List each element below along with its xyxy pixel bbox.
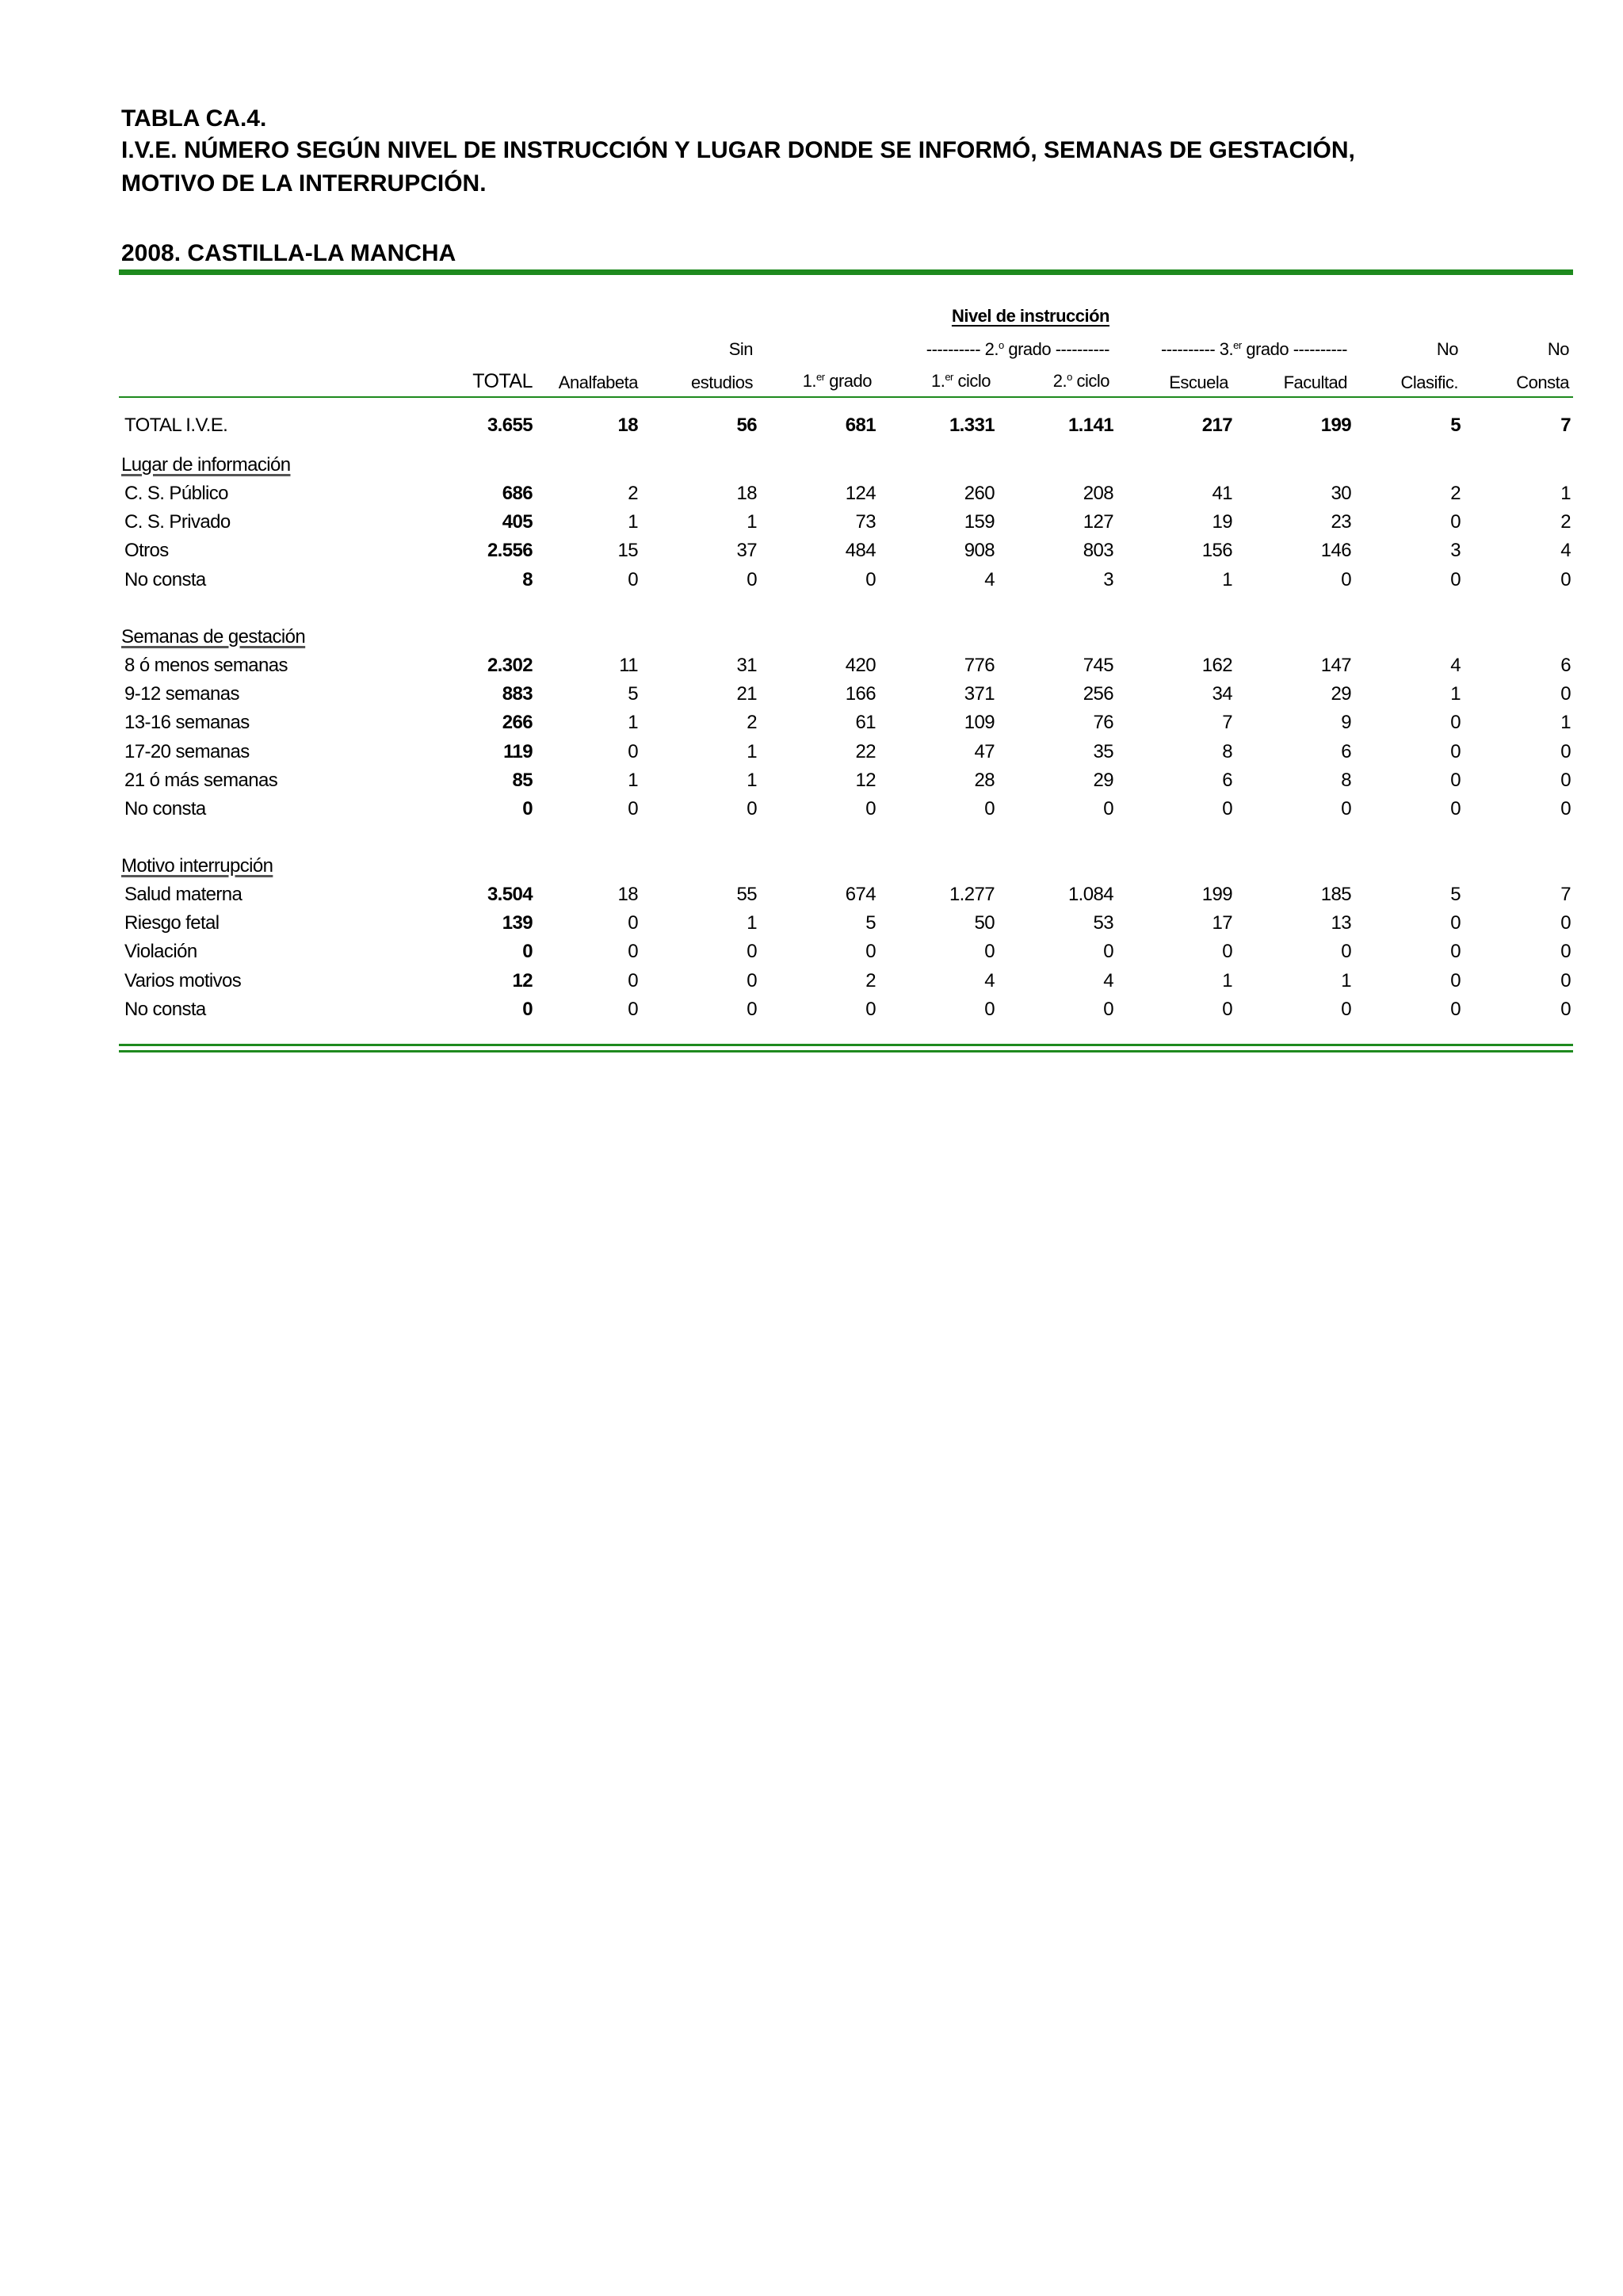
table-cell: 3.504 (487, 884, 533, 905)
table-cell: 0 (628, 741, 638, 762)
table-cell: 908 (964, 540, 995, 561)
table-title: I.V.E. NÚMERO SEGÚN NIVEL DE INSTRUCCIÓN Y LUGAR DONDE SE INFORMÓ, SEMANAS DE GESTACIÓN, (121, 137, 1355, 163)
table-cell: 5 (628, 683, 638, 705)
table-cell: 5 (1450, 884, 1461, 905)
table-cell: 0 (1560, 970, 1571, 991)
section-heading: Motivo interrupción (121, 855, 273, 877)
table-cell: 11 (619, 655, 638, 676)
table-cell: 3 (1103, 569, 1113, 590)
table-cell: 1 (747, 741, 757, 762)
table-cell: 159 (964, 511, 995, 533)
table-cell: 0 (628, 912, 638, 934)
header-escuela: Escuela (1169, 372, 1228, 392)
table-cell: 1 (628, 712, 638, 733)
row-label: Salud materna (124, 884, 242, 905)
table-cell: 139 (502, 912, 533, 934)
table-cell: 3 (1450, 540, 1461, 561)
table-cell: 1 (747, 770, 757, 791)
row-label: No consta (124, 569, 206, 590)
row-label: No consta (124, 999, 206, 1020)
table-cell: 4 (1103, 970, 1113, 991)
table-cell: 1 (628, 511, 638, 533)
table-cell: 18 (736, 483, 757, 504)
header-first-grade: 1.$^{er}$ grado (802, 371, 872, 391)
table-cell: 109 (964, 712, 995, 733)
row-label: TOTAL I.V.E. (124, 415, 228, 436)
table-cell: 0 (1560, 999, 1571, 1020)
table-cell: 0 (1222, 999, 1232, 1020)
column-group-header: Nivel de instrucción (951, 306, 1109, 326)
table-cell: 2 (747, 712, 757, 733)
header-analfabeta: Analfabeta (558, 372, 638, 392)
table-cell: 55 (736, 884, 757, 905)
table-cell: 256 (1083, 683, 1113, 705)
section-heading: Semanas de gestación (121, 626, 306, 648)
table-cell: 371 (964, 683, 995, 705)
row-label: 8 ó menos semanas (124, 655, 288, 676)
table-cell: 47 (974, 741, 995, 762)
table-cell: 0 (1560, 683, 1571, 705)
footer-rule-bottom (119, 1050, 1573, 1052)
table-cell: 0 (747, 569, 757, 590)
table-cell: 156 (1201, 540, 1232, 561)
table-cell: 50 (974, 912, 995, 934)
table-cell: 37 (736, 540, 757, 561)
table-cell: 0 (1560, 912, 1571, 934)
table-cell: 8 (522, 569, 533, 590)
table-cell: 484 (845, 540, 876, 561)
table-cell: 6 (1560, 655, 1571, 676)
table-cell: 405 (502, 511, 533, 533)
table-cell: 0 (865, 941, 876, 962)
region-heading: 2008. CASTILLA-LA MANCHA (121, 240, 456, 266)
table-cell: 12 (512, 970, 533, 991)
table-cell: 185 (1320, 884, 1351, 905)
table-cell: 7 (1560, 884, 1571, 905)
table-cell: 162 (1201, 655, 1232, 676)
table-title-number: TABLA CA.4. (121, 105, 267, 132)
table-cell: 0 (628, 798, 638, 819)
section-heading: Lugar de información (121, 454, 291, 476)
header-total: TOTAL (472, 370, 533, 392)
table-cell: 53 (1093, 912, 1113, 934)
table-cell: 681 (845, 415, 876, 436)
table-cell: 85 (512, 770, 533, 791)
table-cell: 4 (1450, 655, 1461, 676)
table-cell: 776 (964, 655, 995, 676)
table-cell: 5 (865, 912, 876, 934)
table-cell: 0 (865, 999, 876, 1020)
row-label: Riesgo fetal (124, 912, 220, 934)
table-cell: 6 (1341, 741, 1351, 762)
table-cell: 266 (502, 712, 533, 733)
table-cell: 260 (964, 483, 995, 504)
table-cell: 0 (1450, 999, 1461, 1020)
table-cell: 166 (845, 683, 876, 705)
row-label: No consta (124, 798, 206, 819)
table-cell: 0 (984, 999, 995, 1020)
table-cell: 7 (1560, 415, 1571, 436)
table-cell: 1.331 (949, 415, 995, 436)
table-cell: 0 (1450, 798, 1461, 819)
table-cell: 30 (1331, 483, 1351, 504)
table-cell: 199 (1320, 415, 1351, 436)
table-cell: 0 (1222, 941, 1232, 962)
table-cell: 0 (747, 941, 757, 962)
table-cell: 12 (855, 770, 876, 791)
table-cell: 0 (984, 798, 995, 819)
table-cell: 1.141 (1067, 415, 1113, 436)
table-cell: 61 (855, 712, 876, 733)
table-cell: 208 (1083, 483, 1113, 504)
table-cell: 0 (628, 999, 638, 1020)
table-cell: 0 (1450, 569, 1461, 590)
table-cell: 15 (617, 540, 638, 561)
table-cell: 28 (974, 770, 995, 791)
row-label: 13-16 semanas (124, 712, 250, 733)
table-cell: 1 (747, 912, 757, 934)
header-consta: Consta (1516, 372, 1569, 392)
table-cell: 4 (984, 970, 995, 991)
table-cell: 0 (1560, 941, 1571, 962)
table-cell: 1 (747, 511, 757, 533)
table-cell: 4 (984, 569, 995, 590)
table-cell: 1.277 (949, 884, 995, 905)
row-label: 17-20 semanas (124, 741, 250, 762)
table-cell: 0 (1103, 999, 1113, 1020)
header-ciclo-1: 1.$^{er}$ ciclo (930, 371, 991, 391)
table-cell: 73 (855, 511, 876, 533)
header-facultad: Facultad (1283, 372, 1347, 392)
table-cell: 0 (1222, 798, 1232, 819)
table-cell: 0 (1560, 770, 1571, 791)
table-cell: 146 (1320, 540, 1351, 561)
table-cell: 674 (845, 884, 876, 905)
table-cell: 2.302 (487, 655, 533, 676)
row-label: Violación (124, 941, 197, 962)
table-cell: 22 (855, 741, 876, 762)
table-cell: 0 (1341, 999, 1351, 1020)
table-cell: 0 (747, 970, 757, 991)
table-cell: 420 (845, 655, 876, 676)
table-cell: 1 (1450, 683, 1461, 705)
header-ciclo-2: 2.$^o$ ciclo (1052, 371, 1109, 391)
table-cell: 41 (1212, 483, 1232, 504)
row-label: 9-12 semanas (124, 683, 239, 705)
table-cell: 17 (1212, 912, 1232, 934)
table-title-continuation: MOTIVO DE LA INTERRUPCIÓN. (121, 170, 487, 197)
table-cell: 1 (1222, 569, 1232, 590)
table-cell: 0 (1560, 569, 1571, 590)
table-cell: 1 (1222, 970, 1232, 991)
table-cell: 745 (1083, 655, 1113, 676)
table-cell: 3.655 (487, 415, 533, 436)
table-cell: 2 (628, 483, 638, 504)
header-third-grade: ---------- 3.$^{er}$ grado ---------- (1160, 339, 1347, 359)
header-no-consta-top: No (1547, 339, 1569, 359)
table-cell: 0 (1450, 741, 1461, 762)
table-cell: 13 (1331, 912, 1351, 934)
table-cell: 0 (1341, 798, 1351, 819)
table-cell: 0 (1450, 970, 1461, 991)
table-cell: 0 (1450, 511, 1461, 533)
table-cell: 0 (1103, 941, 1113, 962)
table-cell: 2 (865, 970, 876, 991)
table-cell: 2 (1560, 511, 1571, 533)
table-cell: 1 (1560, 483, 1571, 504)
table-cell: 0 (1103, 798, 1113, 819)
table-cell: 0 (628, 970, 638, 991)
table-cell: 34 (1212, 683, 1232, 705)
table-cell: 0 (1341, 569, 1351, 590)
table-cell: 1 (1560, 712, 1571, 733)
header-sin: Sin (728, 339, 753, 359)
table-cell: 18 (617, 884, 638, 905)
table-cell: 0 (1560, 741, 1571, 762)
row-label: 21 ó más semanas (124, 770, 278, 791)
table-cell: 21 (736, 683, 757, 705)
table-cell: 6 (1222, 770, 1232, 791)
table-cell: 0 (522, 798, 533, 819)
table-cell: 1 (628, 770, 638, 791)
table-cell: 119 (503, 741, 533, 762)
table-cell: 803 (1083, 540, 1113, 561)
table-cell: 5 (1450, 415, 1461, 436)
table-cell: 686 (502, 483, 533, 504)
table-cell: 8 (1341, 770, 1351, 791)
header-second-grade: ---------- 2.$^o$ grado ---------- (926, 339, 1109, 359)
table-cell: 0 (628, 569, 638, 590)
table-cell: 0 (1450, 912, 1461, 934)
row-label: Varios motivos (124, 970, 242, 991)
header-clasific: Clasific. (1400, 372, 1458, 392)
table-cell: 0 (522, 999, 533, 1020)
table-cell: 7 (1222, 712, 1232, 733)
table-cell: 883 (502, 683, 533, 705)
table-cell: 0 (1450, 941, 1461, 962)
table-cell: 0 (522, 941, 533, 962)
table-cell: 1 (1341, 970, 1351, 991)
row-label: C. S. Privado (124, 511, 231, 533)
table-cell: 31 (736, 655, 757, 676)
row-label: Otros (124, 540, 169, 561)
table-cell: 1.084 (1067, 884, 1113, 905)
table-cell: 0 (1341, 941, 1351, 962)
table-cell: 0 (865, 798, 876, 819)
footer-rule-top (119, 1044, 1573, 1046)
table-cell: 29 (1093, 770, 1113, 791)
table-cell: 217 (1201, 415, 1232, 436)
table-cell: 0 (1560, 798, 1571, 819)
table-cell: 0 (865, 569, 876, 590)
table-cell: 199 (1201, 884, 1232, 905)
table-cell: 29 (1331, 683, 1351, 705)
row-label: C. S. Público (124, 483, 228, 504)
header-estudios: estudios (691, 372, 753, 392)
table-cell: 4 (1560, 540, 1571, 561)
table-cell: 9 (1341, 712, 1351, 733)
table-cell: 0 (747, 999, 757, 1020)
table-cell: 19 (1212, 511, 1232, 533)
table-cell: 147 (1320, 655, 1351, 676)
table-cell: 0 (984, 941, 995, 962)
table-cell: 0 (1450, 770, 1461, 791)
table-cell: 2.556 (487, 540, 533, 561)
table-cell: 0 (1450, 712, 1461, 733)
table-cell: 0 (747, 798, 757, 819)
table-cell: 76 (1093, 712, 1113, 733)
table-cell: 2 (1450, 483, 1461, 504)
table-cell: 23 (1331, 511, 1351, 533)
table-cell: 35 (1093, 741, 1113, 762)
table-cell: 18 (617, 415, 638, 436)
table-cell: 127 (1083, 511, 1113, 533)
table-cell: 0 (628, 941, 638, 962)
table-cell: 8 (1222, 741, 1232, 762)
header-no-clasific-top: No (1436, 339, 1458, 359)
table-cell: 124 (845, 483, 876, 504)
table-cell: 56 (736, 415, 757, 436)
